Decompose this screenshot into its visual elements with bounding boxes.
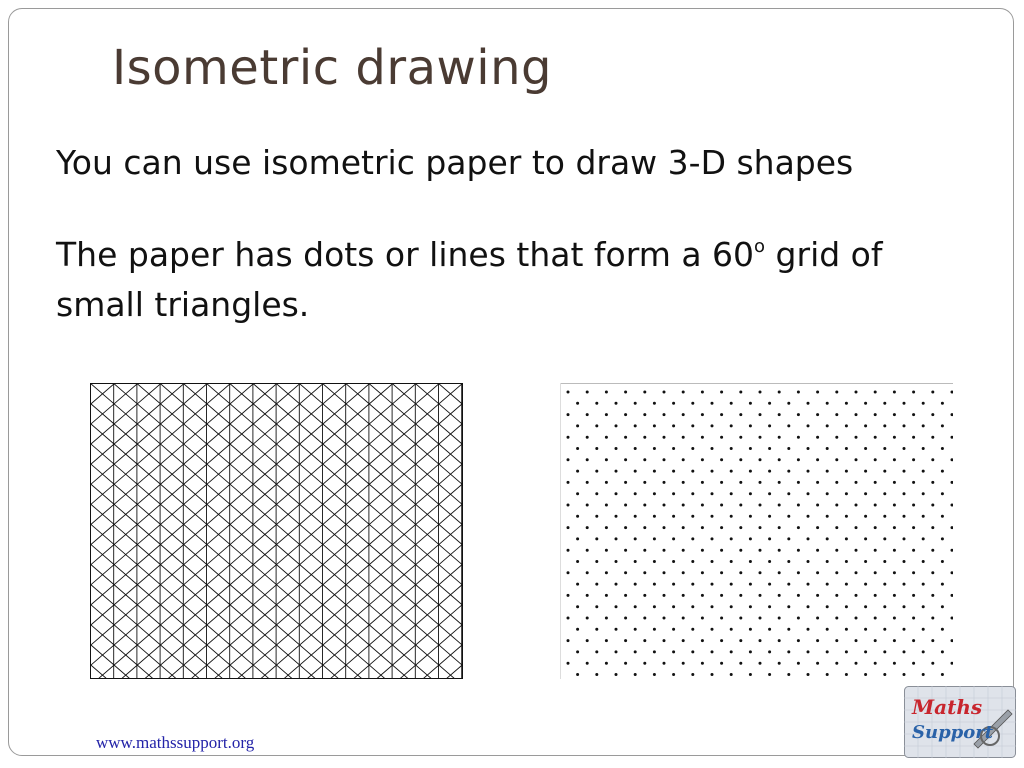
body-paragraph-2 [56,230,966,330]
maths-support-logo [904,686,1016,758]
paragraph-2-start: The paper has dots or lines that form a 60 [56,235,755,274]
slide-title: Isometric drawing [112,40,552,96]
paragraph-2-end: grid of small triangles. [56,235,883,324]
footer-website-link[interactable]: www.mathssupport.org [96,733,255,752]
degree-superscript: o [754,236,766,257]
isometric-dot-paper [560,383,953,679]
logo-word-maths: Maths [912,695,983,719]
isometric-line-paper [90,383,463,679]
body-line-1: You can use isometric paper to draw 3-D shapes [56,143,854,182]
logo-word-support: Support [912,722,994,743]
